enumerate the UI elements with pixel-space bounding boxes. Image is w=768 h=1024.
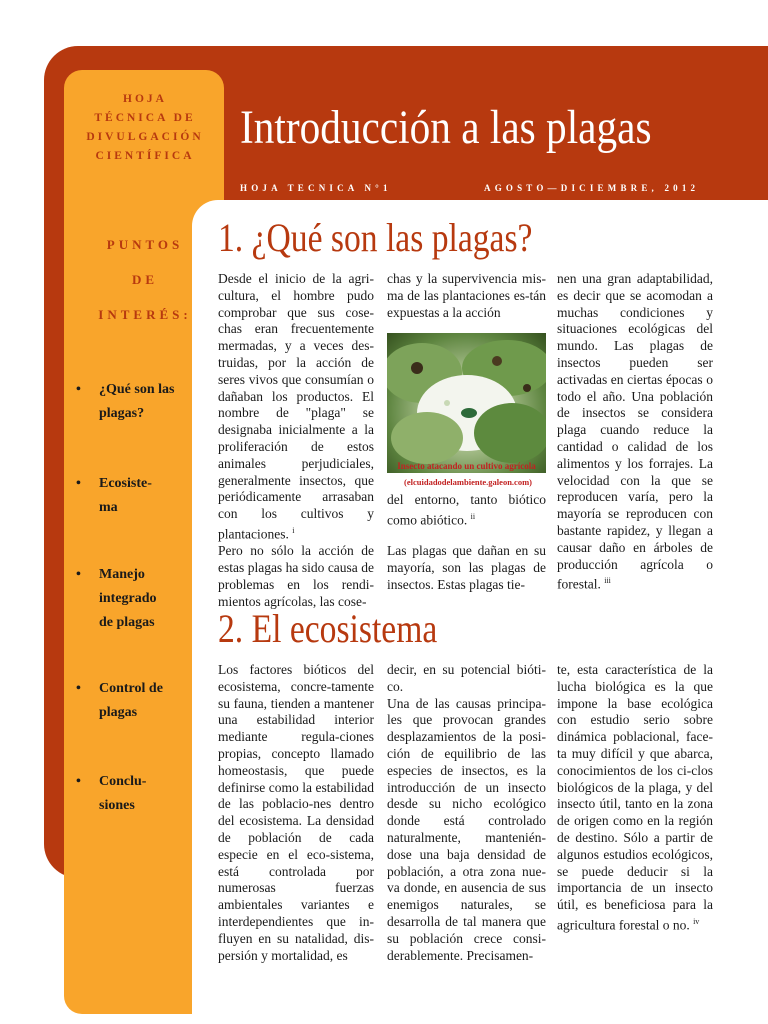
bullet-icon: •: [76, 567, 81, 582]
points-line: PUNTOS: [106, 237, 184, 252]
section-1-column-3: [557, 271, 713, 594]
footnote-ref: iv: [693, 916, 700, 926]
footnote-ref: i: [292, 525, 295, 535]
photo-source: (elcuidadodelambiente.galeon.com): [404, 477, 532, 487]
photo-caption: Insecto atacando un cultivo agrícola: [397, 461, 536, 471]
section-2-column-2: [387, 662, 546, 964]
paragraph: Desde el inicio de la agri-cultura, el hombre pudo comprobar que sus cose-chas eran frecuentemente mermadas, y a veces des-truidas, por la acción de seres vivos que consumían o dañaban los productos. El nombre de "plaga" se designaba inicialmente a la proliferación de estos animales perjudiciales, generalmente insectos, que periódicamente arrasaban con los cultivos y plantaciones.: [218, 271, 374, 542]
bullet-icon: •: [76, 382, 81, 397]
publication-kicker: [72, 90, 218, 166]
list-item-label: Manejo integrado de plagas: [99, 567, 157, 630]
list-item-label: Ecosiste-ma: [99, 476, 152, 515]
section-2-title: 2. El ecosistema: [218, 606, 438, 651]
kicker-line: DIVULGACIÓN: [86, 131, 204, 143]
paragraph: te, esta característica de la lucha biológica es la que impone la base ecológica con estudio serio sobre dinámica poblacional, face-ta muy difícil y que abarca, conocimientos de los ci-clos biológicos de la plaga, y del insecto útil, tanto en la zona de origen como en la región de destino. Sólo a partir de algunos estudios ecológicos, se puede deducir si la importancia de un insecto útil, es beneficiosa para la agricultura forestal o no.: [557, 662, 713, 933]
paragraph: decir, en su potencial bióti-co.: [387, 662, 546, 694]
insect-photo: [387, 333, 546, 473]
bullet-icon: •: [76, 774, 81, 789]
kicker-line: HOJA: [123, 93, 167, 105]
issue-number: HOJA TECNICA N°1: [240, 183, 392, 193]
section-1-column-1: [218, 271, 374, 610]
section-1-column-2-top: chas y la supervivencia mis-ma de las plantaciones es-tán expuestas a la acción: [387, 271, 546, 320]
kicker-line: CIENTÍFICA: [95, 150, 195, 162]
paragraph: del entorno, tanto biótico como abiótico.: [387, 492, 546, 528]
footnote-ref: ii: [470, 511, 476, 521]
paragraph: Pero no sólo la acción de estas plagas ha sido causa de problemas en los rendi-mientos agrícolas, las cose-: [218, 543, 374, 609]
footnote-ref: iii: [604, 576, 611, 586]
list-item-label: Conclu-siones: [99, 774, 147, 813]
paragraph: Una de las causas principa-les que provocan grandes desplazamientos de la posi-ción de equilibrio de las especies de insectos, es la introducción de un insecto desde su nicho ecológico donde está controlado naturalmente, mantenién-dose una baja densidad de población, a otra zona nue-va donde, en ausencia de sus enemigos naturales, se desarrolla de tal manera que su población crece consi-derablemente. Precisamen-: [387, 695, 546, 963]
page-title: Introducción a las plagas: [240, 101, 652, 154]
points-line: DE: [131, 272, 159, 287]
section-1-title: 1. ¿Qué son las plagas?: [218, 215, 533, 260]
list-item-label: Control de plagas: [99, 681, 163, 720]
paragraph: nen una gran adaptabilidad, es decir que se acomodan a muchas condiciones y situaciones ecológicas del mundo. Las plagas de insectos pueden ser activadas en ciertas épocas o todo el año. Una población de insectos se considera plaga cuando reduce la cantidad o calidad de los alimentos y los forrajes. La velocidad con la que se reproducen varía, pero la mayoría se reproducen con bastante rapidez, y llegan a causar daño en árboles de producción agrícola o forestal.: [557, 271, 713, 592]
points-line: INTERÉS:: [98, 307, 192, 322]
kicker-line: TÉCNICA DE: [94, 112, 196, 124]
list-item-label: ¿Qué son las plagas?: [99, 382, 175, 421]
issue-date: AGOSTO—DICIEMBRE, 2012: [484, 183, 700, 193]
section-2-column-1: Los factores bióticos del ecosistema, concre-tamente su fauna, tienden a mantener una estabilidad interior mediante regula-ciones propias, concepto llamado homeostasis, que puede definirse como la estabilidad de las poblacio-nes dentro del ecosistema. La densidad de población de cada especie en el eco-sistema, está controlada por numerosas fuerzas ambientales variantes e interdependientes que in-fluyen en su natalidad, dis-persión y mortalidad, es: [218, 662, 374, 963]
section-2-column-3: [557, 662, 713, 934]
leaf-image: [387, 333, 546, 473]
paragraph: Las plagas que dañan en su mayoría, son las plagas de insectos. Estas plagas tie-: [387, 543, 546, 592]
bullet-icon: •: [76, 681, 81, 696]
bullet-icon: •: [76, 476, 81, 491]
section-1-column-2-bottom: [387, 492, 546, 593]
points-of-interest-heading: [70, 237, 220, 342]
